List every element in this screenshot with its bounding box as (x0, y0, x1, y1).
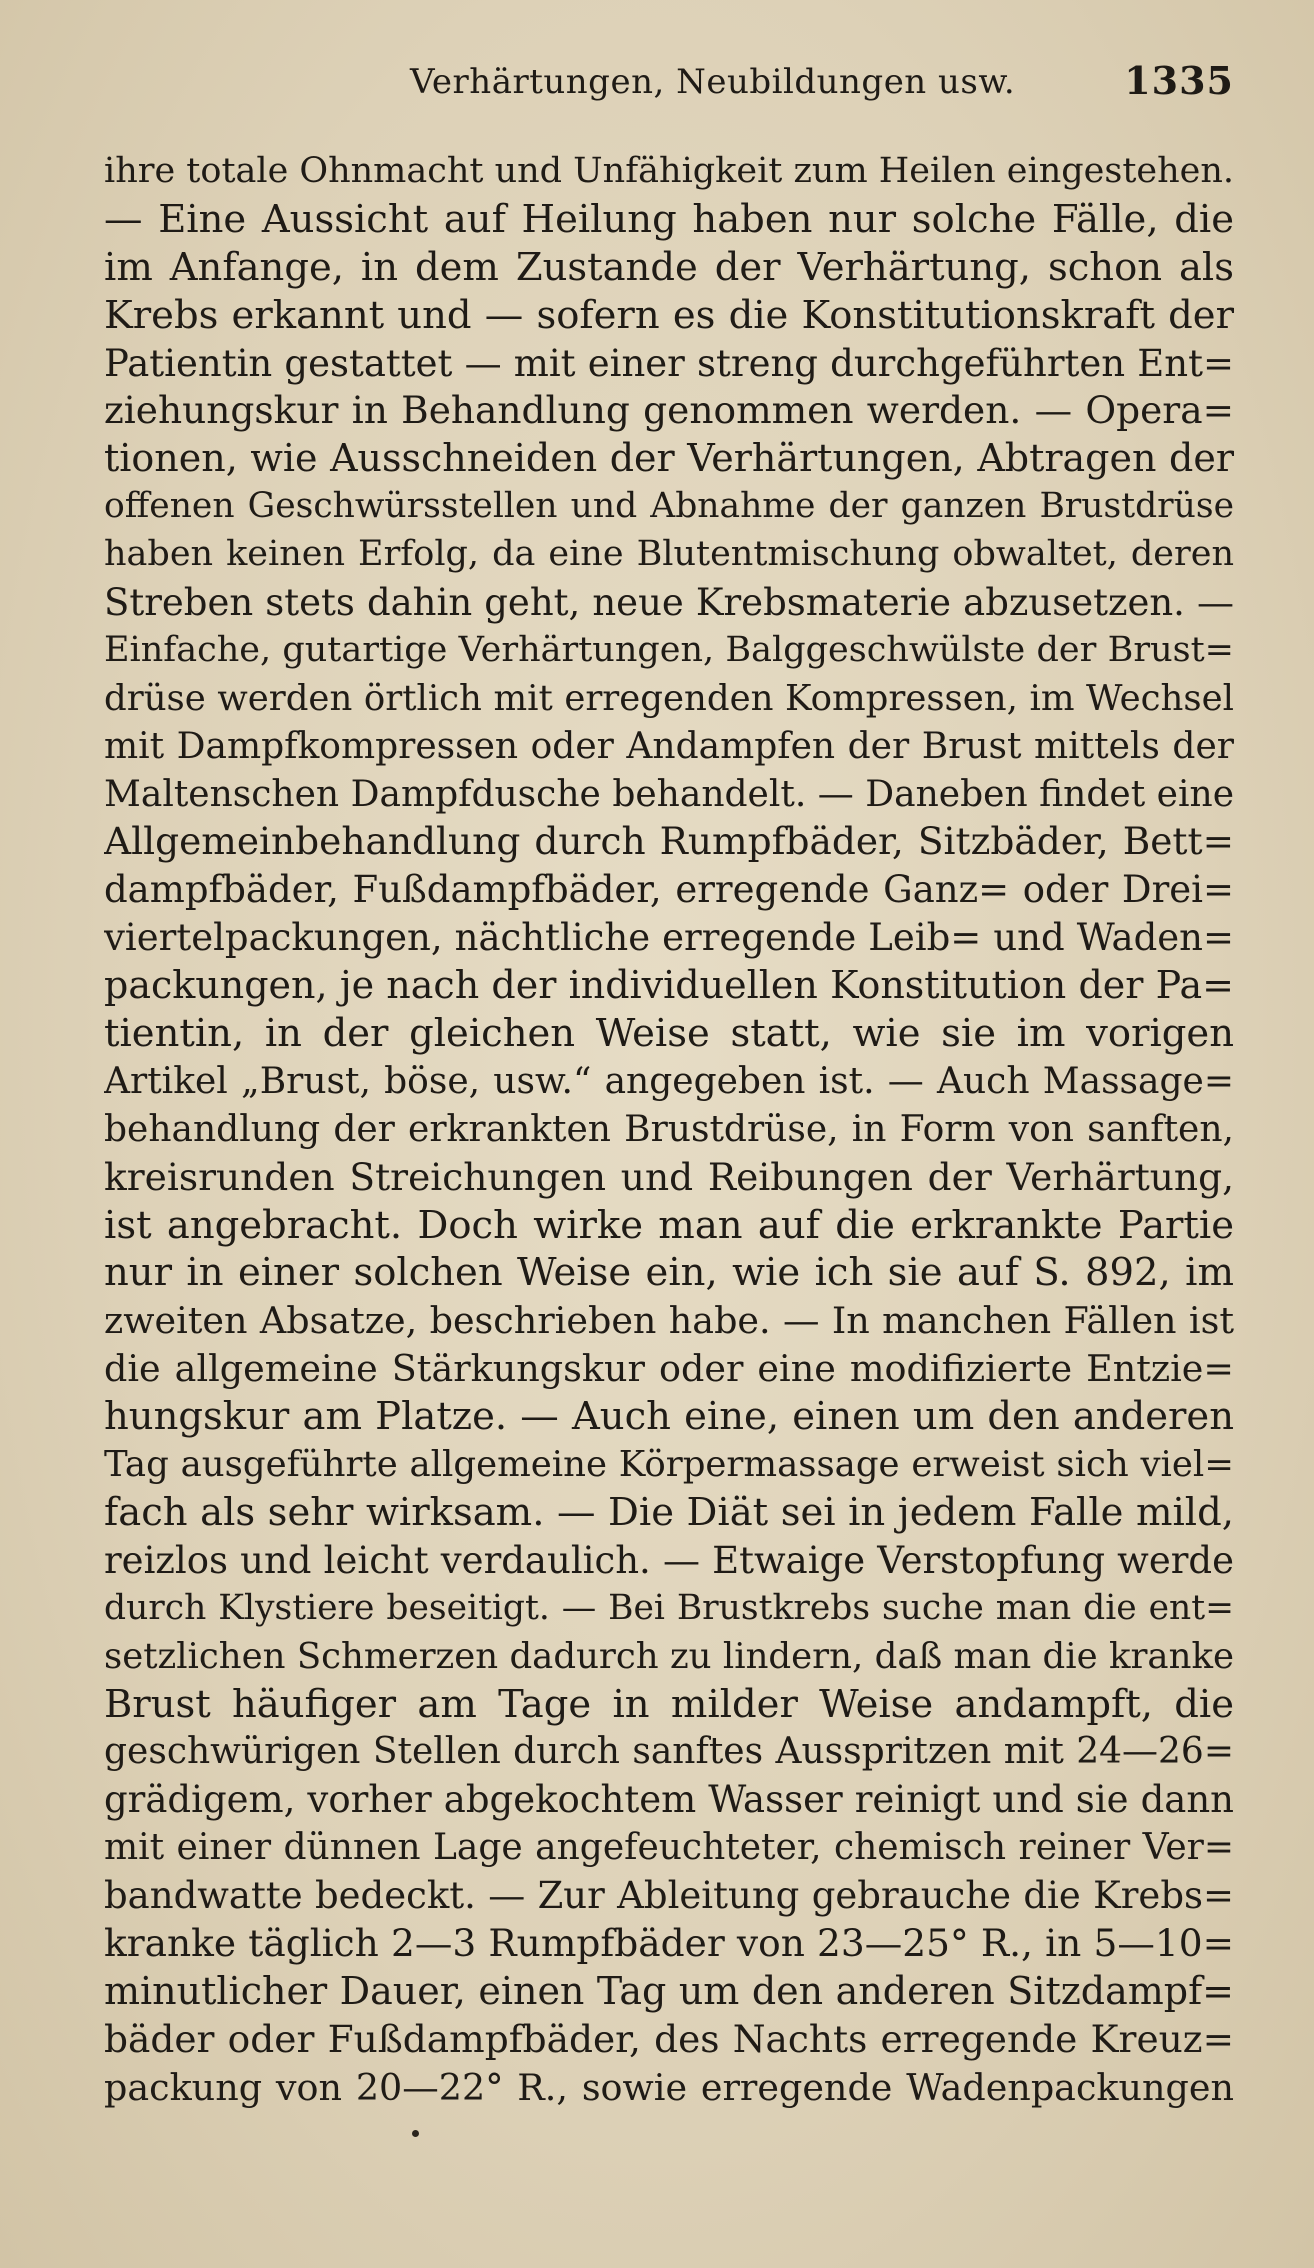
text-line: zweiten Absatze, beschrieben habe. — In manchen Fällen ist (104, 1299, 1234, 1343)
text-line: offenen Geschwürsstellen und Abnahme der ganzen Brustdrüse (104, 486, 1234, 527)
text-line: Allgemeinbehandlung durch Rumpfbäder, Sitzbäder, Bett= (104, 819, 1234, 864)
text-line: minutlicher Dauer, einen Tag um den anderen Sitzdampf= (104, 1968, 1234, 2013)
text-line: grädigem, vorher abgekochtem Wasser reinigt und sie dann (104, 1778, 1234, 1822)
running-title: Verhärtungen, Neubildungen usw. (410, 62, 1016, 102)
text-line: ihre totale Ohnmacht und Unfähigkeit zum Heilen eingestehen. (104, 151, 1234, 191)
text-line: fach als sehr wirksam. — Die Diät sei in jedem Falle mild, (104, 1489, 1234, 1535)
text-line: — Eine Aussicht auf Heilung haben nur solche Fälle, die (104, 196, 1234, 242)
body-text (104, 148, 1234, 2112)
text-line: im Anfange, in dem Zustande der Verhärtung, schon als (104, 244, 1234, 290)
text-line: Maltenschen Dampfdusche behandelt. — Daneben findet eine (104, 773, 1234, 815)
page-number: 1335 (1124, 58, 1234, 103)
ink-speck (412, 2130, 419, 2137)
text-line: tionen, wie Ausschneiden der Verhärtungen, Abtragen der (104, 436, 1234, 481)
text-line: Artikel „Brust, böse, usw.“ angegeben ist. — Auch Massage= (104, 1060, 1234, 1102)
text-line: packungen, je nach der individuellen Konstitution der Pa= (104, 963, 1234, 1008)
text-line: geschwürigen Stellen durch sanftes Ausspritzen mit 24—26= (104, 1731, 1234, 1773)
text-line: Einfache, gutartige Verhärtungen, Balggeschwülste der Brust= (104, 629, 1234, 670)
text-line: durch Klystiere beseitigt. — Bei Brustkrebs suche man die ent= (104, 1587, 1234, 1628)
text-line: tientin, in der gleichen Weise statt, wie sie im vorigen (104, 1011, 1234, 1057)
running-head (100, 58, 1234, 108)
text-line: setzlichen Schmerzen dadurch zu lindern, daß man die kranke (104, 1635, 1234, 1677)
text-line: die allgemeine Stärkungskur oder eine modifizierte Entzie= (104, 1347, 1234, 1391)
text-line: Patientin gestattet — mit einer streng durchgeführten Ent= (104, 341, 1234, 385)
text-line: packung von 20—22° R., sowie erregende Wadenpackungen (104, 2065, 1234, 2109)
text-line: kranke täglich 2—3 Rumpfbäder von 23—25° R., in 5—10= (104, 1920, 1234, 1965)
text-line: Streben stets dahin geht, neue Krebsmaterie abzusetzen. — (104, 581, 1234, 625)
text-line: mit einer dünnen Lage angefeuchteter, chemisch reiner Ver= (104, 1827, 1234, 1869)
text-line: behandlung der erkrankten Brustdrüse, in Form von sanften, (104, 1108, 1234, 1150)
text-line: mit Dampfkompressen oder Andampfen der Brust mittels der (104, 725, 1234, 767)
text-line: bandwatte bedeckt. — Zur Ableitung gebrauche die Krebs= (104, 1874, 1234, 1918)
text-line: dampfbäder, Fußdampfbäder, erregende Ganz= oder Drei= (104, 868, 1234, 912)
text-line: nur in einer solchen Weise ein, wie ich sie auf S. 892, im (104, 1250, 1234, 1296)
text-line: ziehungskur in Behandlung genommen werden. — Opera= (104, 388, 1234, 433)
text-line: viertelpackungen, nächtliche erregende Leib= und Waden= (104, 916, 1234, 960)
text-line: kreisrunden Streichungen und Reibungen der Verhärtung, (104, 1154, 1234, 1199)
text-line: Brust häufiger am Tage in milder Weise andampft, die (104, 1681, 1234, 1727)
text-line: drüse werden örtlich mit erregenden Kompressen, im Wechsel (104, 677, 1234, 719)
text-line: reizlos und leicht verdaulich. — Etwaige Verstopfung werde (104, 1538, 1234, 1582)
text-line: haben keinen Erfolg, da eine Blutentmischung obwaltet, deren (104, 534, 1234, 575)
text-line: bäder oder Fußdampfbäder, des Nachts erregende Kreuz= (104, 2016, 1234, 2061)
text-line: ist angebracht. Doch wirke man auf die erkrankte Partie (104, 1202, 1234, 1248)
text-line: hungskur am Platze. — Auch eine, einen um den anderen (104, 1394, 1234, 1440)
text-line: Tag ausgeführte allgemeine Körpermassage erweist sich viel= (104, 1444, 1234, 1486)
text-line: Krebs erkannt und — sofern es die Konstitutionskraft der (104, 292, 1234, 338)
